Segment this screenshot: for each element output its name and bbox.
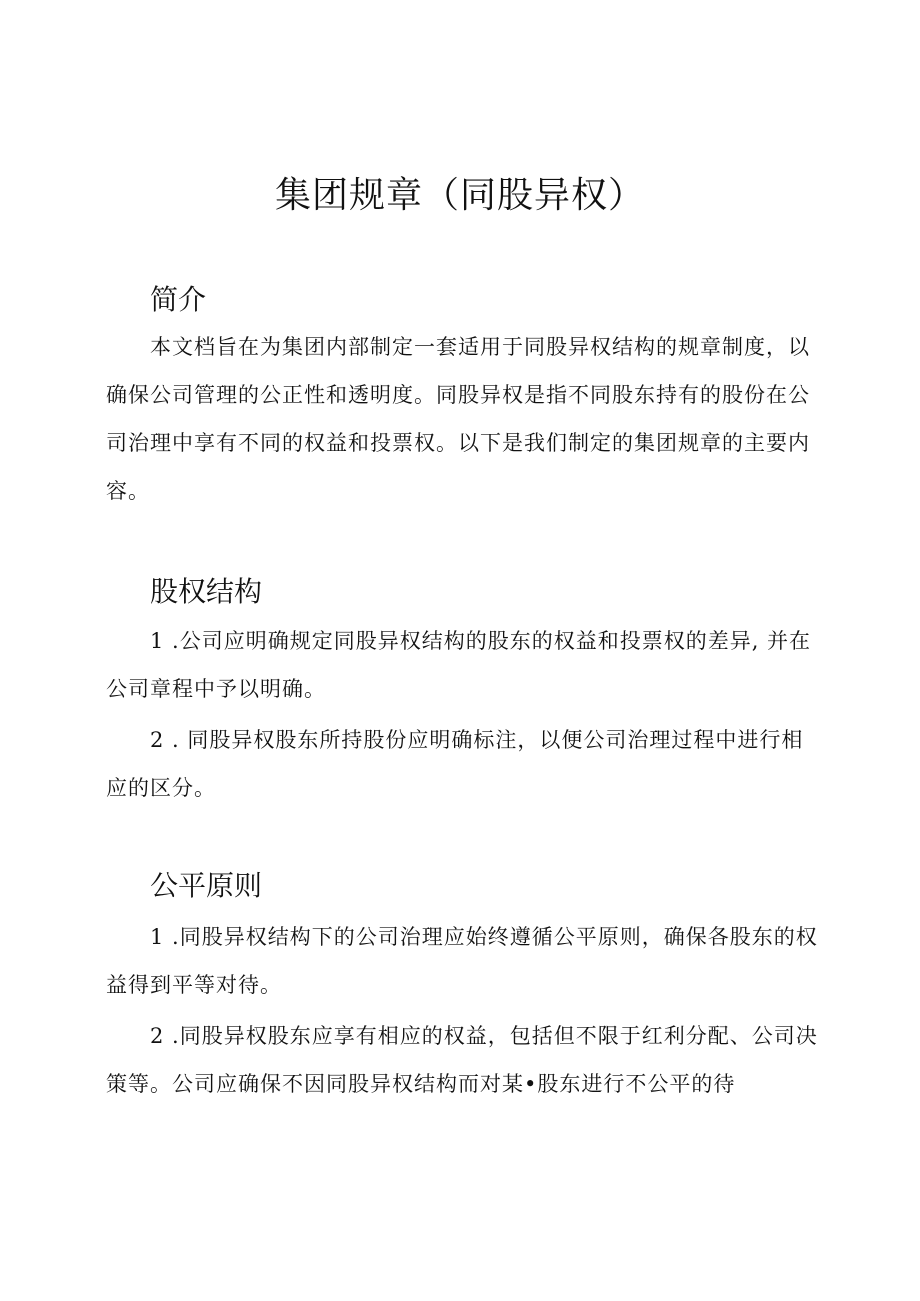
fairness-item-1: 1 .同股异权结构下的公司治理应始终遵循公平原则，确保各股东的权益得到平等对待。	[106, 925, 818, 997]
document-title: 集团规章（同股异权）	[274, 175, 645, 216]
equity-structure-item-2: 2 . 同股异权股东所持股份应明确标注，以便公司治理过程中进行相应的区分。	[106, 728, 804, 800]
intro-paragraph: 本文档旨在为集团内部制定一套适用于同股异权结构的规章制度，以确保公司管理的公正性和透明度。同股异权是指不同股东持有的股份在公司治理中享有不同的权益和投票权。以下是我们制定的集团规章的主要内容。	[106, 335, 810, 503]
equity-structure-item-1: 1 .公司应明确规定同股异权结构的股东的权益和投票权的差异, 并在公司章程中予以明确。	[106, 629, 812, 701]
section-heading-intro: 简介	[150, 283, 207, 316]
section-heading-equity-structure: 股权结构	[150, 575, 263, 608]
section-heading-fairness: 公平原则	[150, 869, 263, 902]
fairness-item-2: 2 .同股异权股东应享有相应的权益，包括但不限于红利分配、公司决策等。公司应确保不因同股异权结构而对某•股东进行不公平的待	[106, 1024, 818, 1096]
